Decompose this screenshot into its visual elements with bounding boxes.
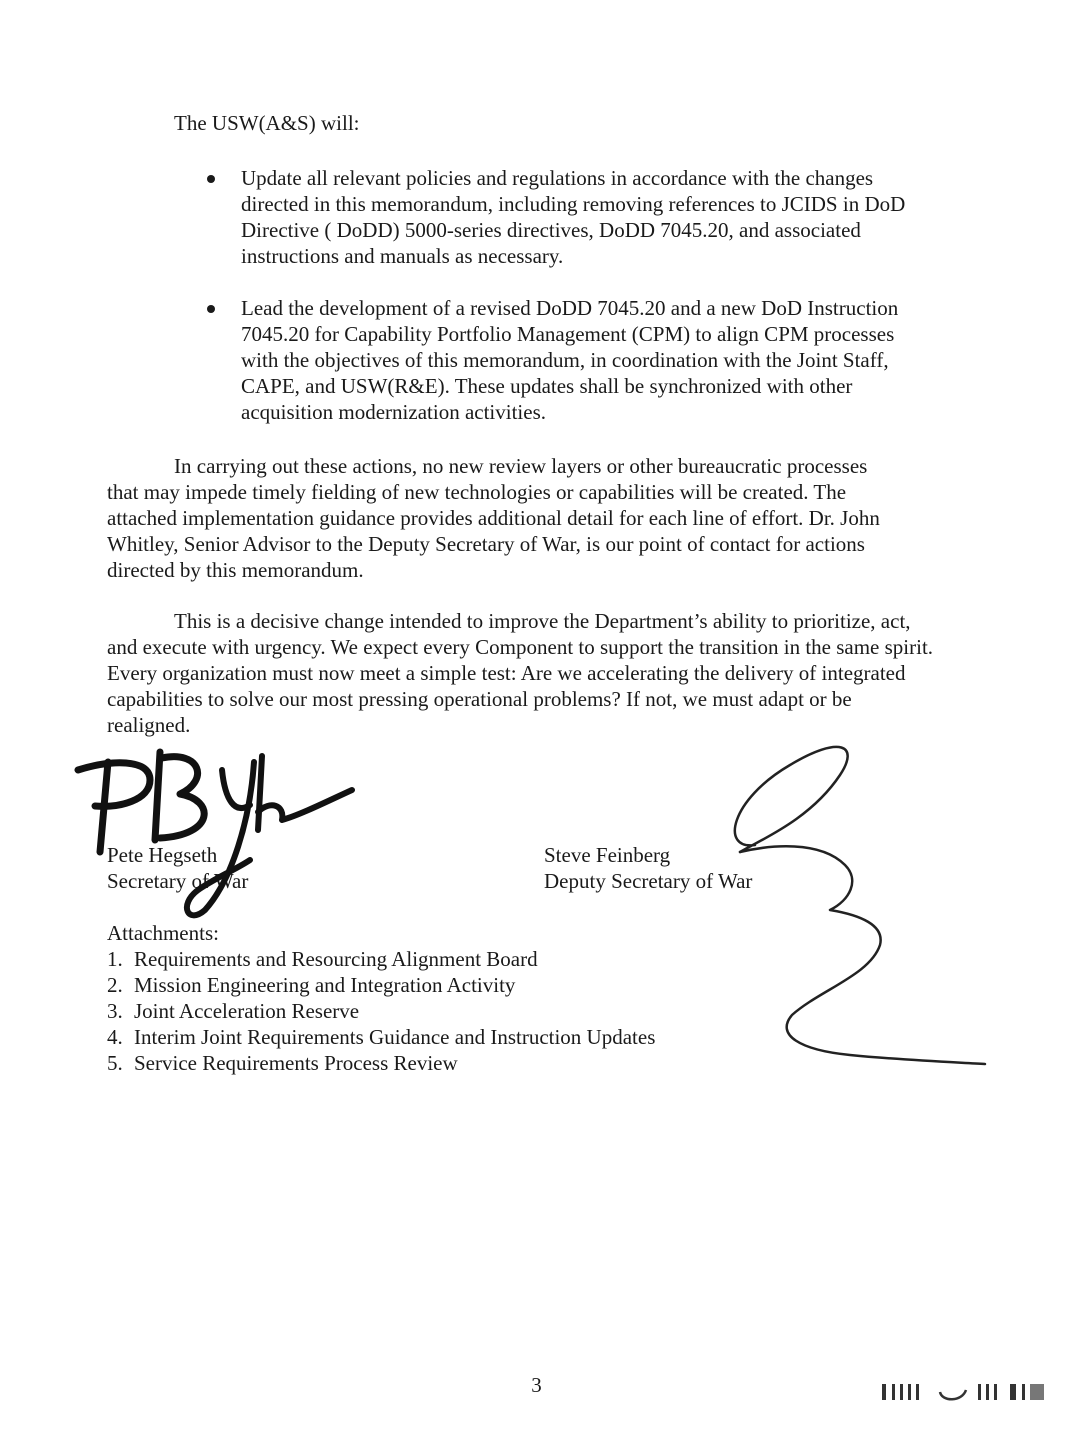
bullet-dot-icon <box>207 305 215 313</box>
bullet-item-2 <box>204 295 964 425</box>
attachment-text: Service Requirements Process Review <box>134 1051 458 1075</box>
page-number: 3 <box>531 1373 542 1397</box>
para2-line-2: and execute with urgency. We expect every Component to support the transition in the same spirit. <box>107 635 934 659</box>
bullet-2-line-1: Lead the development of a revised DoDD 7045.20 and a new DoD Instruction <box>241 296 899 320</box>
bullet-1-line-1: Update all relevant policies and regulations in accordance with the changes <box>241 166 874 190</box>
bullet-1-line-3: Directive ( DoDD) 5000-series directives, DoDD 7045.20, and associated <box>241 218 861 242</box>
intro-line: The USW(A&S) will: <box>174 111 360 135</box>
bullet-1-line-2: directed in this memorandum, including removing references to JCIDS in DoD <box>241 192 906 216</box>
attachment-number: 2. <box>107 973 123 997</box>
attachment-item <box>107 1050 655 1076</box>
signature-feinberg-icon <box>735 747 985 1064</box>
attachment-number: 3. <box>107 999 123 1023</box>
signatory-right-title: Deputy Secretary of War <box>544 869 753 893</box>
signatory-left-title: Secretary of War <box>107 869 249 893</box>
para2-line-1: This is a decisive change intended to improve the Department’s ability to prioritize, act, <box>174 609 911 633</box>
signatory-right-name: Steve Feinberg <box>544 843 671 867</box>
bullet-2-line-3: with the objectives of this memorandum, in coordination with the Joint Staff, <box>241 348 889 372</box>
attachment-item <box>107 998 655 1024</box>
signatory-deputy <box>544 842 752 894</box>
para1-line-1: In carrying out these actions, no new review layers or other bureaucratic processes <box>174 454 868 478</box>
attachment-text: Interim Joint Requirements Guidance and Instruction Updates <box>134 1025 656 1049</box>
para1-line-3: attached implementation guidance provides additional detail for each line of effort. Dr. John <box>107 506 880 530</box>
para1-line-5: directed by this memorandum. <box>107 558 364 582</box>
para1-line-4: Whitley, Senior Advisor to the Deputy Secretary of War, is our point of contact for actions <box>107 532 865 556</box>
attachment-item <box>107 972 655 998</box>
attachment-item <box>107 946 655 972</box>
signatory-secretary <box>107 842 248 894</box>
bullet-2-line-2: 7045.20 for Capability Portfolio Management (CPM) to align CPM processes <box>241 322 895 346</box>
attachment-number: 1. <box>107 947 123 971</box>
attachment-number: 5. <box>107 1051 123 1075</box>
para2-line-3: Every organization must now meet a simple test: Are we accelerating the delivery of integrated <box>107 661 906 685</box>
para2-line-5: realigned. <box>107 713 191 737</box>
attachment-text: Mission Engineering and Integration Activity <box>134 973 516 997</box>
attachment-text: Requirements and Resourcing Alignment Board <box>134 947 538 971</box>
paragraph-actions <box>107 453 1007 583</box>
attachments-heading: Attachments: <box>107 921 219 945</box>
bullet-1-line-4: instructions and manuals as necessary. <box>241 244 564 268</box>
bullet-2-line-4: CAPE, and USW(R&E). These updates shall be synchronized with other <box>241 374 853 398</box>
para2-line-4: capabilities to solve our most pressing operational problems? If not, we must adapt or be <box>107 687 852 711</box>
action-bullet-list <box>204 165 964 451</box>
signatory-left-name: Pete Hegseth <box>107 843 218 867</box>
bullet-dot-icon <box>207 175 215 183</box>
attachments-list <box>107 946 655 1076</box>
bullet-item-1 <box>204 165 964 269</box>
watermark-icon <box>880 1378 1050 1404</box>
attachment-number: 4. <box>107 1025 123 1049</box>
attachment-text: Joint Acceleration Reserve <box>134 999 360 1023</box>
paragraph-decisive-change <box>107 608 1007 738</box>
bullet-2-line-5: acquisition modernization activities. <box>241 400 547 424</box>
attachment-item <box>107 1024 655 1050</box>
para1-line-2: that may impede timely fielding of new technologies or capabilities will be created. The <box>107 480 847 504</box>
